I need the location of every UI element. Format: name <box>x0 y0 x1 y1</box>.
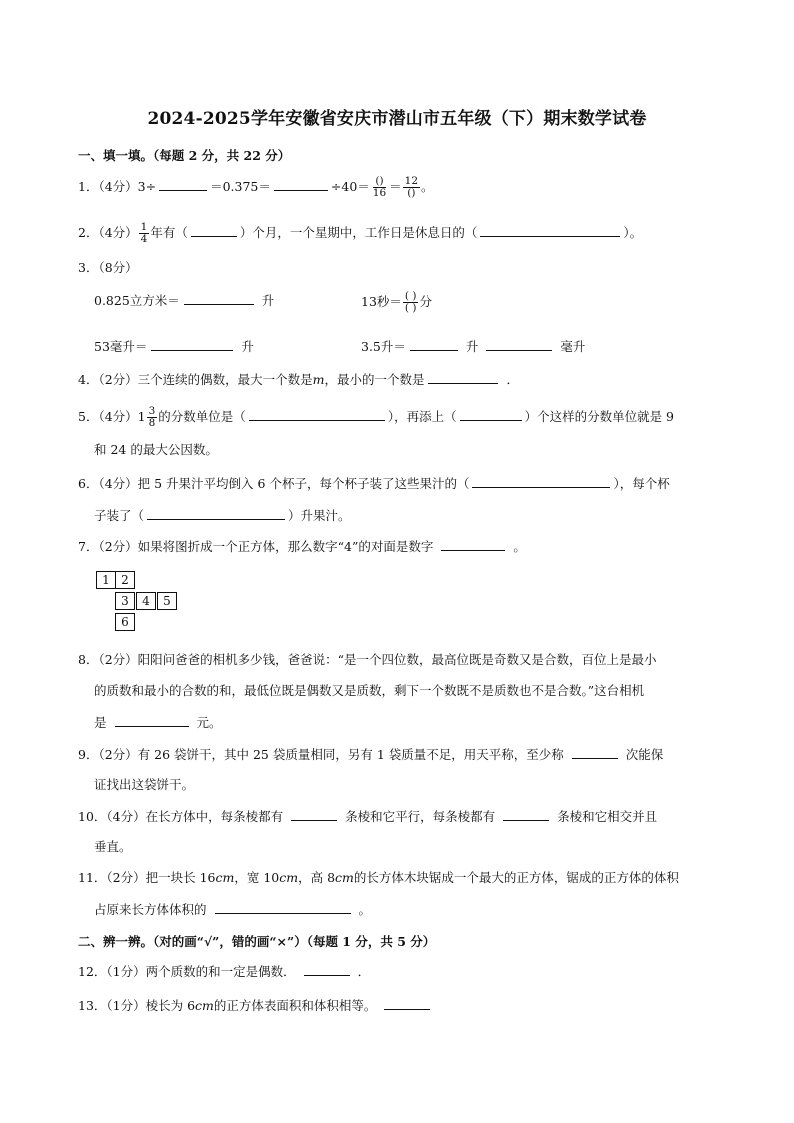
section-2-heading: 二、辨一辨。（对的画“√”，错的画“×”）（每题 1 分，共 5 分） <box>78 934 436 949</box>
question-11: 11．（2分）把一块长 16cm，宽 10cm，高 8cm的长方体木块锯成一个最大的正方体，锯成的正方体的体积 <box>78 870 679 885</box>
answer-blank[interactable] <box>480 223 620 237</box>
fraction: $\frac{12}{()}$ <box>404 175 419 199</box>
net-cell: 6 <box>115 613 135 631</box>
question-3d: 3.5升＝ 升 毫升 <box>361 339 586 354</box>
answer-blank[interactable] <box>151 337 233 351</box>
net-cell: 5 <box>157 592 177 610</box>
answer-blank[interactable] <box>503 807 549 821</box>
answer-blank[interactable] <box>460 407 522 421</box>
question-10: 10．（4分）在长方体中，每条棱都有 条棱和它平行，每条棱都有 条棱和它相交并且 <box>78 809 658 824</box>
answer-blank[interactable] <box>274 177 328 191</box>
question-6-line-2: 子装了（ ）升果汁。 <box>94 508 351 523</box>
answer-blank[interactable] <box>384 996 430 1010</box>
answer-blank[interactable] <box>572 745 618 759</box>
answer-blank[interactable] <box>428 370 498 384</box>
question-1: 1．（4分）3÷ ＝0.375＝ ÷40＝ $\frac{()}{16}$ ＝ $\frac{12}{()}$ 。 <box>78 175 434 199</box>
net-cell: 4 <box>136 592 156 610</box>
net-cell: 2 <box>115 571 135 589</box>
question-9: 9．（2分）有 26 袋饼干，其中 25 袋质量相同，另有 1 袋质量不足，用天平称，至少称 次能保 <box>78 747 664 762</box>
fraction: $\frac{1}{4}$ <box>140 221 148 245</box>
question-8: 8．（2分）阳阳问爸爸的相机多少钱，爸爸说：“是一个四位数，最高位既是奇数又是合数，百位上是最小 <box>78 652 657 667</box>
net-cell: 3 <box>115 592 135 610</box>
question-5: 5．（4分）1 $\frac{3}{8}$ 的分数单位是（ ），再添上（ ）个这样的分数单位就是 9 <box>78 405 675 429</box>
fraction: $\frac{3}{8}$ <box>148 405 156 429</box>
answer-blank[interactable] <box>215 900 351 914</box>
question-8-line-3: 是 元。 <box>94 715 222 730</box>
question-6: 6．（4分）把 5 升果汁平均倒入 6 个杯子，每个杯子装了这些果汁的（ ），每个杯 <box>78 476 670 491</box>
question-13: 13．（1分）棱长为 6cm的正方体表面积和体积相等。 <box>78 996 438 1015</box>
answer-blank[interactable] <box>115 713 189 727</box>
question-9-line-2: 证找出这袋饼干。 <box>94 777 195 792</box>
net-cell: 1 <box>96 571 116 589</box>
question-5-line-2: 和 24 的最大公因数。 <box>94 442 218 457</box>
section-1-heading: 一、填一填。（每题 2 分，共 22 分） <box>78 148 291 163</box>
question-2: 2．（4分） $\frac{1}{4}$ 年有（ ）个月，一个星期中，工作日是休息日的（ ）。 <box>78 221 643 245</box>
question-7: 7．（2分）如果将图折成一个正方体，那么数字“4”的对面是数字 。 <box>78 539 526 554</box>
answer-blank[interactable] <box>191 223 237 237</box>
question-8-line-2: 的质数和最小的合数的和，最低位既是偶数又是质数，剩下一个数既不是质数也不是合数。”这台相机 <box>94 683 645 698</box>
answer-blank[interactable] <box>472 474 610 488</box>
answer-blank[interactable] <box>441 537 505 551</box>
exam-title: 2024-2025学年安徽省安庆市潜山市五年级（下）期末数学试卷 <box>147 109 647 129</box>
answer-blank[interactable] <box>291 807 337 821</box>
question-3a: 0.825立方米＝ 升 <box>94 293 275 308</box>
question-3c: 53毫升＝ 升 <box>94 339 254 354</box>
question-3b: 13秒＝ $\frac{( )}{( )}$ 分 <box>361 290 432 314</box>
fraction: $\frac{( )}{( )}$ <box>404 290 417 314</box>
question-10-line-2: 垂直。 <box>94 839 132 854</box>
answer-blank[interactable] <box>304 962 350 976</box>
question-3: 3．（8分） <box>78 260 138 275</box>
fraction: $\frac{()}{16}$ <box>372 175 387 199</box>
question-11-line-2: 占原来长方体体积的 。 <box>94 902 372 917</box>
answer-blank[interactable] <box>147 506 285 520</box>
answer-blank[interactable] <box>486 337 552 351</box>
answer-blank[interactable] <box>159 177 207 191</box>
answer-blank[interactable] <box>249 407 385 421</box>
answer-blank[interactable] <box>410 337 458 351</box>
question-4: 4．（2分）三个连续的偶数，最大一个数是m，最小的一个数是 ． <box>78 372 520 387</box>
question-12: 12．（1分）两个质数的和一定是偶数． ． <box>78 964 371 979</box>
answer-blank[interactable] <box>184 291 254 305</box>
